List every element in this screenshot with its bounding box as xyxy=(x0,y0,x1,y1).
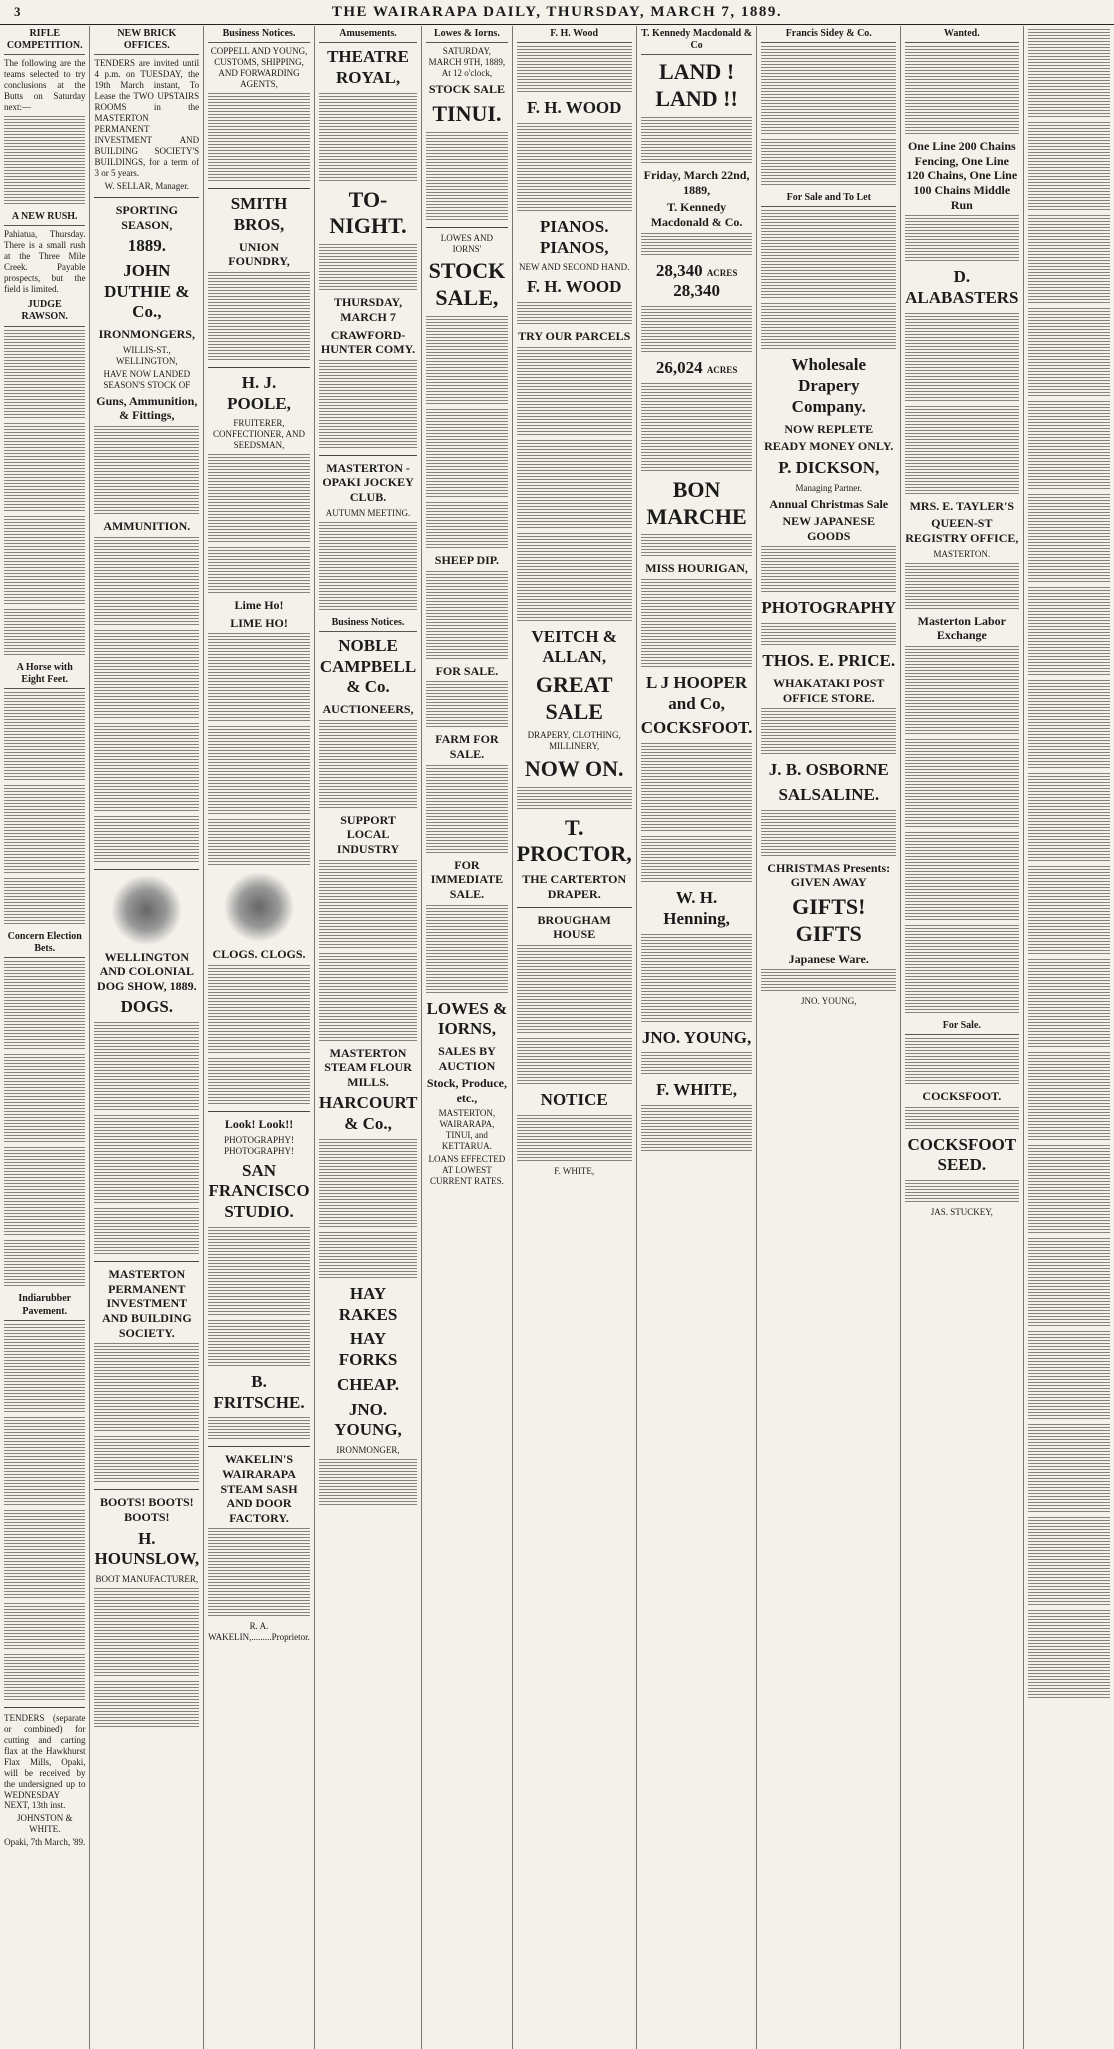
page-number: 3 xyxy=(14,4,22,19)
fritsche-heading: B. FRITSCHE. xyxy=(213,1371,305,1412)
lime-ho-heading: Lime Ho! xyxy=(234,598,284,613)
dogs-heading: DOGS. xyxy=(120,997,174,1017)
divider xyxy=(208,367,310,368)
auctioneers-heading: AUCTIONEERS, xyxy=(322,702,414,717)
brick-offices-signature: W. SELLAR, Manager. xyxy=(104,181,190,192)
election-bets-heading: Concern Election Bets. xyxy=(4,929,85,958)
stock-produce-heading: Stock, Produce, etc., xyxy=(426,1076,507,1105)
hounslow-name: H. HOUNSLOW, xyxy=(94,1528,200,1569)
text-block xyxy=(319,1459,417,1507)
text-block xyxy=(761,546,896,594)
carterton-draper-heading: THE CARTERTON DRAPER. xyxy=(522,872,627,901)
francis-sidey-header: Francis Sidey & Co. xyxy=(761,26,896,43)
coppell-young-text: COPPELL AND YOUNG, CUSTOMS, SHIPPING, AND FORWARDING AGENTS, xyxy=(210,46,308,90)
wanted-heading: Wanted. xyxy=(905,26,1018,43)
acres-label: ACRES xyxy=(706,267,738,278)
text-block xyxy=(641,1105,753,1153)
building-society-heading: MASTERTON PERMANENT INVESTMENT AND BUILDING SOCIETY. xyxy=(101,1267,192,1340)
text-block xyxy=(4,330,85,420)
text-block xyxy=(4,785,85,875)
cocksfoot-heading-2: COCKSFOOT. xyxy=(922,1089,1002,1104)
ironmonger-heading: IRONMONGER, xyxy=(336,1445,400,1456)
fh-wood-name: F. H. WOOD xyxy=(526,98,622,118)
duthie-name: JOHN DUTHIE & Co., xyxy=(104,260,190,322)
text-block xyxy=(641,1052,753,1076)
text-block xyxy=(905,46,1018,136)
text-block xyxy=(94,1208,199,1256)
text-block xyxy=(208,1058,310,1106)
text-block xyxy=(94,723,199,813)
immediate-sale-heading: FOR IMMEDIATE SALE. xyxy=(430,857,504,901)
text-block xyxy=(1028,1331,1110,1421)
masterton-text: MASTERTON. xyxy=(933,548,991,559)
text-block xyxy=(208,726,310,816)
japanese-goods-heading: NEW JAPANESE GOODS xyxy=(782,514,876,543)
divider xyxy=(208,1446,310,1447)
stuckey-signature: JAS. STUCKEY, xyxy=(930,1207,993,1218)
divider xyxy=(94,1261,199,1262)
text-block xyxy=(905,406,1018,496)
cocksfoot-heading: COCKSFOOT. xyxy=(640,718,753,738)
text-block xyxy=(761,139,896,187)
text-block xyxy=(517,347,632,437)
text-block xyxy=(426,681,507,729)
acreage-number-2: 28,340 xyxy=(673,281,720,301)
text-block xyxy=(208,93,310,183)
text-block xyxy=(319,244,417,292)
column-1 xyxy=(0,26,90,2049)
pavement-heading: Indiarubber Pavement. xyxy=(4,1291,85,1320)
hooper-heading: L J HOOPER and Co, xyxy=(646,673,748,713)
acreage-row xyxy=(641,261,753,302)
text-block xyxy=(319,953,417,1043)
stock-sale-date: SATURDAY, MARCH 9TH, 1889, At 12 o'clock, xyxy=(428,46,506,79)
new-rush-text: Pahiatua, Thursday. There is a small rush at the Three Mile Creek. Payable prospects, but the field is limited. xyxy=(4,229,86,295)
price-heading: THOS. E. PRICE. xyxy=(762,651,896,671)
new-second-hand-text: NEW AND SECOND HAND. xyxy=(519,262,630,273)
jockey-club-heading: MASTERTON - OPAKI JOCKEY CLUB. xyxy=(322,460,414,505)
text-block xyxy=(641,383,753,473)
smith-bros-heading: SMITH BROS, xyxy=(230,194,288,234)
text-block xyxy=(761,708,896,756)
text-block xyxy=(517,945,632,1035)
divider xyxy=(94,869,199,870)
text-block xyxy=(208,633,310,723)
farm-for-sale-heading: FARM FOR SALE. xyxy=(435,732,499,762)
text-block xyxy=(641,117,753,165)
text-block xyxy=(319,522,417,612)
support-local-industry-heading: SUPPORT LOCAL INDUSTRY xyxy=(336,812,400,856)
new-rush-heading: A NEW RUSH. xyxy=(4,209,85,226)
text-block xyxy=(905,215,1018,263)
column-4 xyxy=(315,26,422,2049)
cocksfoot-seed-heading: COCKSFOOT SEED. xyxy=(907,1134,1017,1175)
dog-show-heading: WELLINGTON AND COLONIAL DOG SHOW, 1889. xyxy=(97,949,197,993)
duthie-address: WILLIS-ST., WELLINGTON, xyxy=(116,344,178,366)
brick-offices-heading: NEW BRICK OFFICES. xyxy=(94,26,199,55)
japanese-ware-heading: Japanese Ware. xyxy=(788,951,869,966)
business-notices-heading-2: Business Notices. xyxy=(319,615,417,632)
guns-heading: Guns, Ammunition, & Fittings, xyxy=(96,393,198,423)
stock-sale-heading: STOCK SALE xyxy=(428,82,505,97)
fencing-heading: One Line 200 Chains Fencing, One Line 120 Chains, One Line 100 Chains Middle Run xyxy=(906,139,1018,212)
columns xyxy=(0,26,1114,2049)
for-sale-heading-2: For Sale. xyxy=(905,1018,1018,1035)
text-block xyxy=(905,646,1018,736)
text-block xyxy=(208,1320,310,1368)
boots-heading: BOOTS! BOOTS! BOOTS! xyxy=(99,1495,194,1524)
veitch-allan-heading: VEITCH & ALLAN, xyxy=(531,626,617,667)
sheep-dip-heading: SHEEP DIP. xyxy=(434,553,500,568)
divider xyxy=(94,1489,199,1490)
masthead-title: THE WAIRARAPA DAILY, THURSDAY, MARCH 7, 1889. xyxy=(331,3,783,20)
text-block xyxy=(517,46,632,94)
text-block xyxy=(426,316,507,406)
divider xyxy=(426,227,507,228)
text-block xyxy=(426,409,507,499)
text-block xyxy=(517,1115,632,1163)
text-block xyxy=(319,860,417,950)
managing-partner-text: Managing Partner. xyxy=(795,482,863,493)
text-block xyxy=(905,1180,1018,1204)
text-block xyxy=(4,1654,85,1702)
sporting-season-heading: SPORTING SEASON, xyxy=(115,203,178,232)
text-block xyxy=(641,836,753,884)
ammunition-heading: AMMUNITION. xyxy=(103,518,191,533)
column-3 xyxy=(204,26,315,2049)
text-block xyxy=(905,1107,1018,1131)
tonight-heading: TO-NIGHT. xyxy=(329,186,407,239)
try-our-parcels-heading: TRY OUR PARCELS xyxy=(518,329,631,344)
hay-forks-heading: HAY FORKS xyxy=(338,1329,398,1370)
divider xyxy=(94,197,199,198)
flour-mills-heading: MASTERTON STEAM FLOUR MILLS. xyxy=(324,1045,412,1089)
acreage-number-3: 26,024 xyxy=(655,358,703,377)
text-block xyxy=(1028,1424,1110,1514)
text-block xyxy=(94,630,199,720)
text-block xyxy=(1028,1238,1110,1328)
jno-young-signature: JNO. YOUNG, xyxy=(801,996,857,1007)
business-notices-heading: Business Notices. xyxy=(208,26,310,43)
text-block xyxy=(517,787,632,811)
text-block xyxy=(94,537,199,627)
sale-date-heading: Friday, March 22nd, 1889, xyxy=(643,168,750,197)
text-block xyxy=(4,609,85,657)
great-sale-heading: GREAT SALE xyxy=(535,672,613,725)
text-block xyxy=(761,46,896,136)
column-5 xyxy=(422,26,512,2049)
text-block xyxy=(208,272,310,362)
text-block xyxy=(761,810,896,858)
text-block xyxy=(905,1038,1018,1086)
theatre-royal-heading: THEATRE ROYAL, xyxy=(327,47,409,87)
text-block xyxy=(208,1528,310,1618)
photography-heading-2: PHOTOGRAPHY xyxy=(761,598,897,618)
text-block xyxy=(319,1232,417,1280)
text-block xyxy=(4,692,85,782)
drapery-text: DRAPERY, CLOTHING, MILLINERY, xyxy=(527,729,621,751)
white-signature: F. WHITE, xyxy=(554,1165,595,1176)
flax-tender-text: TENDERS (separate or combined) for cutting and carting flax at the Hawkhurst Flax Mills, Opaki, will be received by the undersigned up to WEDNESDAY NEXT, 13th inst. xyxy=(4,1712,86,1811)
text-block xyxy=(1028,122,1110,212)
tayler-heading: MRS. E. TAYLER'S xyxy=(909,498,1015,513)
clog-illustration xyxy=(223,872,294,942)
horse-heading: A Horse with Eight Feet. xyxy=(4,660,85,689)
text-block xyxy=(4,1603,85,1651)
whakataki-heading: WHAKATAKI POST OFFICE STORE. xyxy=(773,675,885,705)
text-block xyxy=(4,1510,85,1600)
text-block xyxy=(426,132,507,222)
acreage-number: 28,340 xyxy=(655,260,703,280)
thursday-heading: THURSDAY, MARCH 7 xyxy=(333,295,403,324)
text-block xyxy=(208,1227,310,1317)
acreage-row-2 xyxy=(641,358,753,379)
poole-heading: H. J. POOLE, xyxy=(227,372,291,413)
column-8 xyxy=(757,26,901,2049)
hay-rakes-heading: HAY RAKES xyxy=(338,1283,398,1324)
text-block xyxy=(426,905,507,995)
text-block xyxy=(1028,494,1110,584)
text-block xyxy=(208,965,310,1055)
hounslow-trade: BOOT MANUFACTURER, xyxy=(95,1574,199,1585)
now-on-heading: NOW ON. xyxy=(524,755,624,781)
flax-tender-date: Opaki, 7th March, '89. xyxy=(4,1837,86,1848)
text-block xyxy=(208,454,310,544)
notice-heading: NOTICE xyxy=(540,1089,608,1109)
brougham-house-heading: BROUGHAM HOUSE xyxy=(537,912,611,942)
harcourt-heading: HARCOURT & Co., xyxy=(318,1093,418,1134)
text-block xyxy=(94,1022,199,1112)
text-block xyxy=(208,547,310,595)
acres-label-2: ACRES xyxy=(706,365,738,375)
locations-text: MASTERTON, WAIRARAPA, TINUI, and KETTARUA. xyxy=(438,1108,496,1152)
labor-exchange-heading: Masterton Labor Exchange xyxy=(917,613,1006,643)
text-block xyxy=(4,1240,85,1288)
text-block xyxy=(905,563,1018,611)
wakelin-heading: WAKELIN'S WAIRARAPA STEAM SASH AND DOOR FACTORY. xyxy=(220,1452,298,1525)
text-block xyxy=(4,961,85,1051)
autumn-meeting-heading: AUTUMN MEETING. xyxy=(325,507,411,518)
stock-sale-heading-2: STOCK SALE, xyxy=(428,258,506,311)
gifts-heading: GIFTS! GIFTS xyxy=(792,893,866,946)
flax-tender-signature: JOHNSTON & WHITE. xyxy=(16,1813,73,1835)
text-block xyxy=(517,533,632,623)
text-block xyxy=(208,1417,310,1441)
tinui-heading: TINUI. xyxy=(432,100,502,126)
san-francisco-heading: SAN FRANCISCO STUDIO. xyxy=(208,1160,310,1222)
text-block xyxy=(94,1588,199,1678)
text-block xyxy=(4,423,85,513)
rifle-competition-heading: RIFLE COMPETITION. xyxy=(4,26,85,55)
text-block xyxy=(761,210,896,300)
duthie-text: HAVE NOW LANDED SEASON'S STOCK OF xyxy=(103,368,191,390)
text-block xyxy=(1028,587,1110,677)
text-block xyxy=(1028,773,1110,863)
amusements-heading: Amusements. xyxy=(319,26,417,43)
text-block xyxy=(1028,215,1110,305)
henning-heading: W. H. Henning, xyxy=(663,888,730,928)
text-block xyxy=(319,360,417,450)
for-sale-to-let-heading: For Sale and To Let xyxy=(761,190,896,207)
text-block xyxy=(426,765,507,855)
divider xyxy=(517,907,632,908)
text-block xyxy=(761,303,896,351)
text-block xyxy=(641,233,753,257)
divider xyxy=(208,1111,310,1112)
text-block xyxy=(761,969,896,993)
text-block xyxy=(761,623,896,647)
cheap-heading: CHEAP. xyxy=(336,1374,400,1394)
text-block xyxy=(1028,29,1110,119)
registry-office-heading: QUEEN-ST REGISTRY OFFICE, xyxy=(905,516,1019,546)
brick-offices-text: TENDERS are invited until 4 p.m. on TUESDAY, the 19th March instant, To Lease the TWO UPSTAIRS ROOMS in the MASTERTON PERMANENT INVESTMENT AND BUILDING SOCIETY'S BUILDINGS, for a term of 3 or 5 years. xyxy=(94,58,200,179)
alabasters-heading: D. ALABASTERS xyxy=(905,267,1019,308)
dickson-heading: P. DICKSON, xyxy=(778,457,880,477)
text-block xyxy=(94,816,199,864)
lime-ho-heading-2: LIME HO! xyxy=(230,615,288,630)
lowes-iorns-heading: Lowes & Iorns. xyxy=(426,26,507,43)
land-heading: LAND ! LAND !! xyxy=(655,59,738,112)
text-block xyxy=(1028,1145,1110,1235)
text-block xyxy=(4,1324,85,1414)
fh-wood-name-2: F. H. WOOD xyxy=(526,277,622,297)
ready-money-heading: READY MONEY ONLY. xyxy=(764,439,894,454)
divider xyxy=(208,188,310,189)
loans-text: LOANS EFFECTED AT LOWEST CURRENT RATES. xyxy=(428,1154,506,1187)
christmas-sale-heading: Annual Christmas Sale xyxy=(769,496,889,511)
column-10 xyxy=(1024,26,1114,2049)
text-block xyxy=(1028,680,1110,770)
text-block xyxy=(1028,1517,1110,1607)
divider xyxy=(4,1707,85,1708)
text-block xyxy=(905,313,1018,403)
text-block xyxy=(319,1139,417,1229)
text-block xyxy=(517,440,632,530)
text-block xyxy=(426,571,507,661)
text-block xyxy=(1028,959,1110,1049)
text-block xyxy=(4,1417,85,1507)
text-block xyxy=(517,302,632,326)
text-block xyxy=(208,819,310,867)
text-block xyxy=(1028,866,1110,956)
text-block xyxy=(94,426,199,516)
lowes-iorns-name: LOWES & IORNS, xyxy=(426,998,508,1039)
masthead xyxy=(0,0,1114,25)
column-7 xyxy=(637,26,758,2049)
fh-wood-header: F. H. Wood xyxy=(517,26,632,43)
text-block xyxy=(517,123,632,213)
kennedy-macdonald-header: T. Kennedy Macdonald & Co xyxy=(641,26,753,55)
text-block xyxy=(517,1038,632,1086)
sporting-season-year: 1889. xyxy=(127,236,166,256)
lowes-iorns-subheading: LOWES AND IORNS' xyxy=(440,232,494,254)
wholesale-drapery-heading: Wholesale Drapery Company. xyxy=(791,355,867,416)
text-block xyxy=(4,516,85,606)
proctor-heading: T. PROCTOR, xyxy=(516,814,632,867)
text-block xyxy=(4,116,85,206)
jno-young-heading-2: JNO. YOUNG, xyxy=(641,1027,752,1047)
text-block xyxy=(319,93,417,183)
dog-illustration xyxy=(110,875,183,945)
f-white-heading: F. WHITE, xyxy=(656,1080,737,1100)
jno-young-heading: JNO. YOUNG, xyxy=(334,1399,402,1440)
text-block xyxy=(641,534,753,558)
salsaline-heading: SALSALINE. xyxy=(778,784,880,804)
kennedy-macdonald-name: T. Kennedy Macdonald & Co. xyxy=(650,200,743,229)
text-block xyxy=(4,1147,85,1237)
duthie-trade: IRONMONGERS, xyxy=(98,327,195,342)
poole-trade: FRUITERER, CONFECTIONER, AND SEEDSMAN, xyxy=(213,418,306,451)
union-foundry-heading: UNION FOUNDRY, xyxy=(228,239,290,269)
judge-rawson-heading: JUDGE RAWSON. xyxy=(4,297,85,326)
text-block xyxy=(905,832,1018,922)
rifle-competition-text: The following are the teams selected to try conclusions at the Butts on Saturday next:— xyxy=(4,58,86,113)
text-block xyxy=(905,925,1018,1015)
column-9 xyxy=(901,26,1023,2049)
text-block xyxy=(319,720,417,810)
sales-by-auction-heading: SALES BY AUCTION xyxy=(438,1043,496,1073)
noble-campbell-heading: NOBLE CAMPBELL & Co. xyxy=(319,635,417,697)
text-block xyxy=(1028,308,1110,398)
text-block xyxy=(94,1436,199,1484)
for-sale-heading: FOR SALE. xyxy=(435,663,499,678)
text-block xyxy=(1028,1610,1110,1700)
column-2 xyxy=(90,26,204,2049)
text-block xyxy=(1028,1052,1110,1142)
look-heading: Look! Look!! xyxy=(224,1117,294,1132)
crawford-hunter-heading: CRAWFORD-HUNTER COMY. xyxy=(320,327,416,357)
divider xyxy=(319,455,417,456)
text-block xyxy=(905,739,1018,829)
text-block xyxy=(94,1343,199,1433)
bon-marche-heading: BON MARCHE xyxy=(646,476,747,529)
text-block xyxy=(426,502,507,550)
text-block xyxy=(641,306,753,354)
clogs-heading: CLOGS. CLOGS. xyxy=(212,947,306,962)
text-block xyxy=(94,1115,199,1205)
text-block xyxy=(641,579,753,669)
now-replete-heading: NOW REPLETE xyxy=(784,421,874,436)
miss-hourigan-heading: MISS HOURIGAN, xyxy=(645,561,748,576)
photography-heading: PHOTOGRAPHY! PHOTOGRAPHY! xyxy=(224,1134,294,1156)
wakelin-signature: R. A. WAKELIN,.........Proprietor. xyxy=(208,1621,310,1643)
text-block xyxy=(641,934,753,1024)
christmas-presents-heading: CHRISTMAS Presents: GIVEN AWAY xyxy=(767,860,891,890)
text-block xyxy=(94,1681,199,1729)
pianos-heading: PIANOS. PIANOS, xyxy=(539,216,609,257)
osborne-heading: J. B. OSBORNE xyxy=(768,760,889,780)
column-6 xyxy=(513,26,637,2049)
text-block xyxy=(641,743,753,833)
text-block xyxy=(4,1054,85,1144)
text-block xyxy=(1028,401,1110,491)
text-block xyxy=(4,878,85,926)
